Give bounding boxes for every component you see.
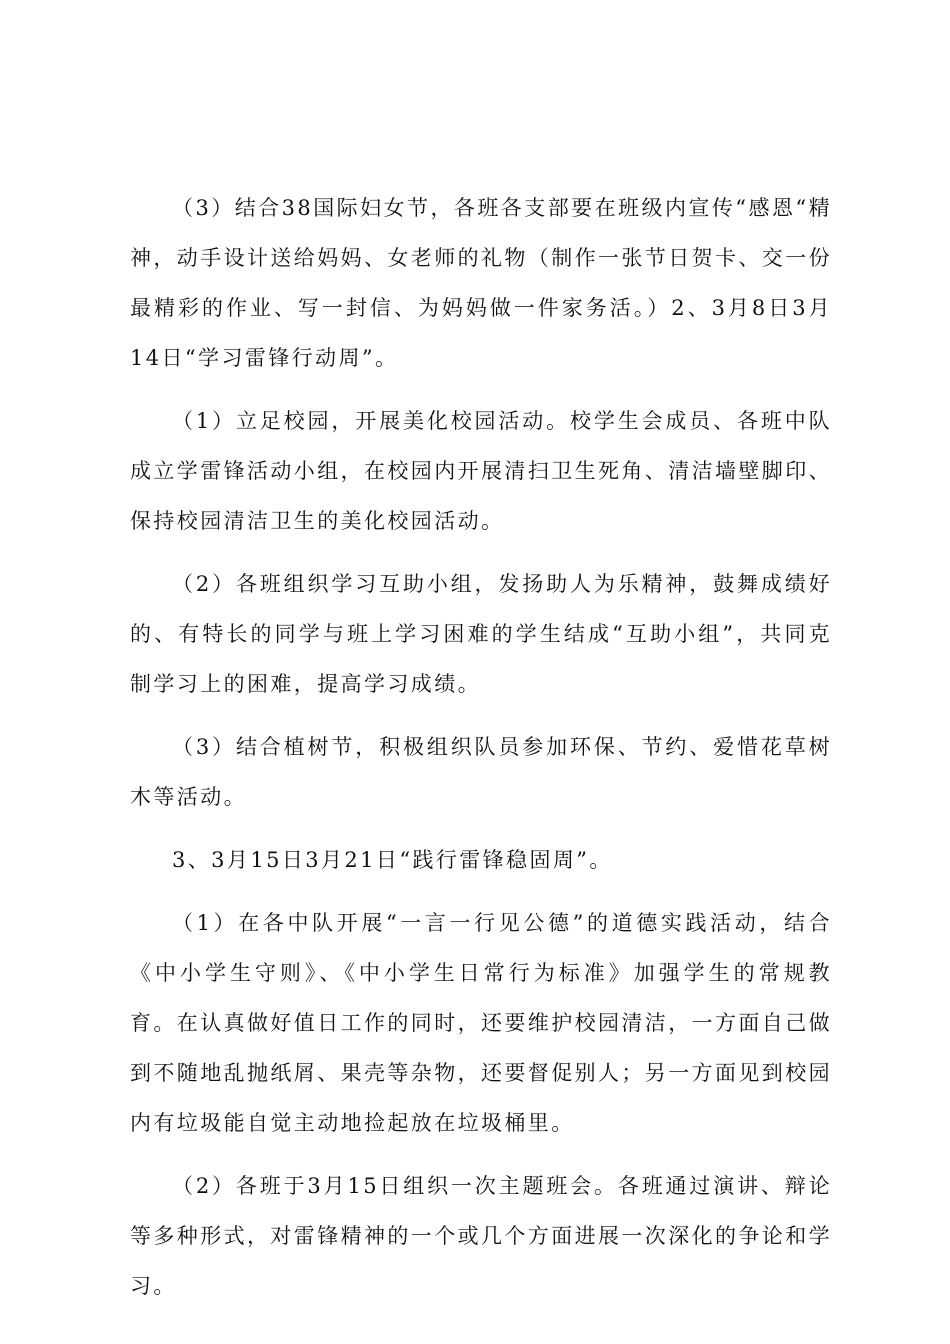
- paragraph-1: （3）结合38国际妇女节，各班各支部要在班级内宣传“感恩“精神，动手设计送给妈妈、女老师的礼物（制作一张节日贺卡、交一份最精彩的作业、写一封信、为妈妈做一件家务活。）2、3月8日3月14日“学习雷锋行动周”。: [130, 196, 832, 370]
- paragraph-2: （1）立足校园，开展美化校园活动。校学生会成员、各班中队成立学雷锋活动小组，在校园内开展清扫卫生死角、清洁墙壁脚印、保持校园清洁卫生的美化校园活动。: [130, 409, 832, 533]
- paragraph-5: 3、3月15日3月21日“践行雷锋稳固周”。: [172, 848, 613, 872]
- paragraph-4: （3）结合植树节，积极组织队员参加环保、节约、爱惜花草树木等活动。: [130, 735, 832, 809]
- paragraph-3: （2）各班组织学习互助小组，发扬助人为乐精神，鼓舞成绩好的、有特长的同学与班上学习困难的学生结成“互助小组”，共同克制学习上的困难，提高学习成绩。: [130, 572, 832, 696]
- document-body: [130, 183, 832, 1324]
- paragraph-6: （1）在各中队开展“一言一行见公德”的道德实践活动，结合《中小学生守则》、《中小学生日常行为标准》加强学生的常规教育。在认真做好值日工作的同时，还要维护校园清洁，一方面自己做到不随地乱抛纸屑、果壳等杂物，还要督促别人；另一方面见到校园内有垃圾能自觉主动地捡起放在垃圾桶里。: [130, 911, 832, 1135]
- paragraph-7: （2）各班于3月15日组织一次主题班会。各班通过演讲、辩论等多种形式，对雷锋精神的一个或几个方面进展一次深化的争论和学习。: [130, 1174, 832, 1298]
